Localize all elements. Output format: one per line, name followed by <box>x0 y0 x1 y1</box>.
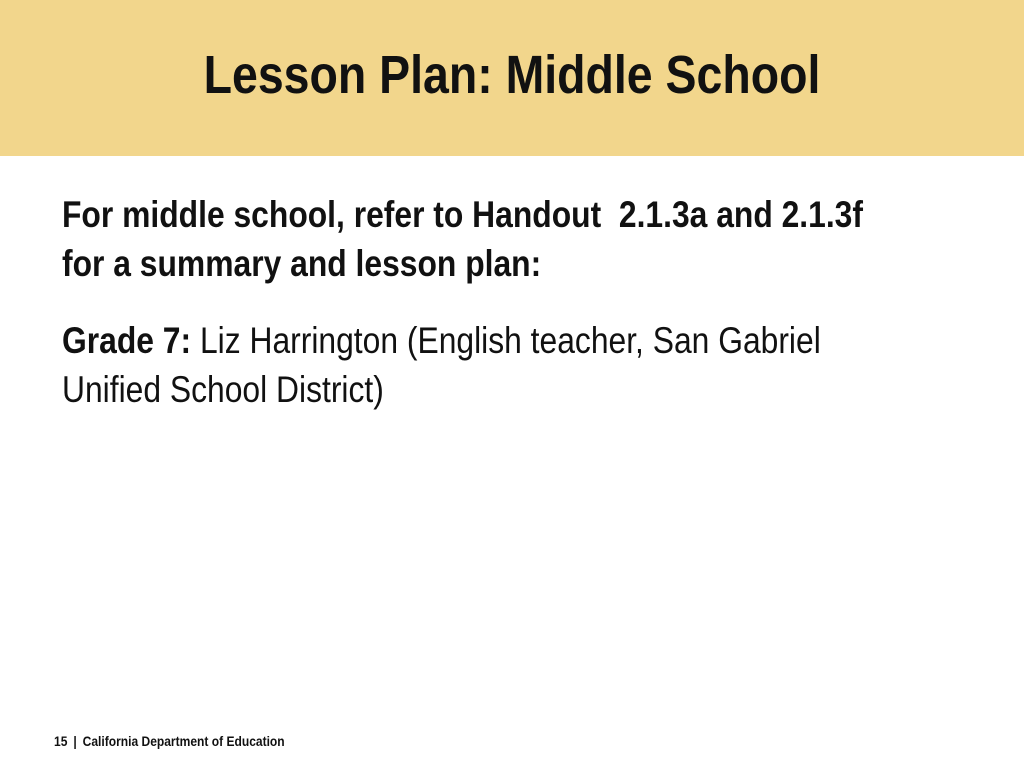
intro-text: For middle school, refer to Handout 2.1.3a and 2.1.3f for a summary and lesson plan: <box>62 194 872 284</box>
footer <box>54 733 285 749</box>
slide-content <box>62 190 942 414</box>
grade-detail: Liz Harrington (English teacher, San Gabriel Unified School District) <box>62 320 821 410</box>
footer-separator: | <box>73 733 77 749</box>
footer-organization: California Department of Education <box>82 733 285 749</box>
slide-title: Lesson Plan: Middle School <box>203 45 821 105</box>
grade-line <box>62 316 913 414</box>
grade-label: Grade 7: <box>62 320 192 361</box>
page-number: 15 <box>54 733 68 749</box>
